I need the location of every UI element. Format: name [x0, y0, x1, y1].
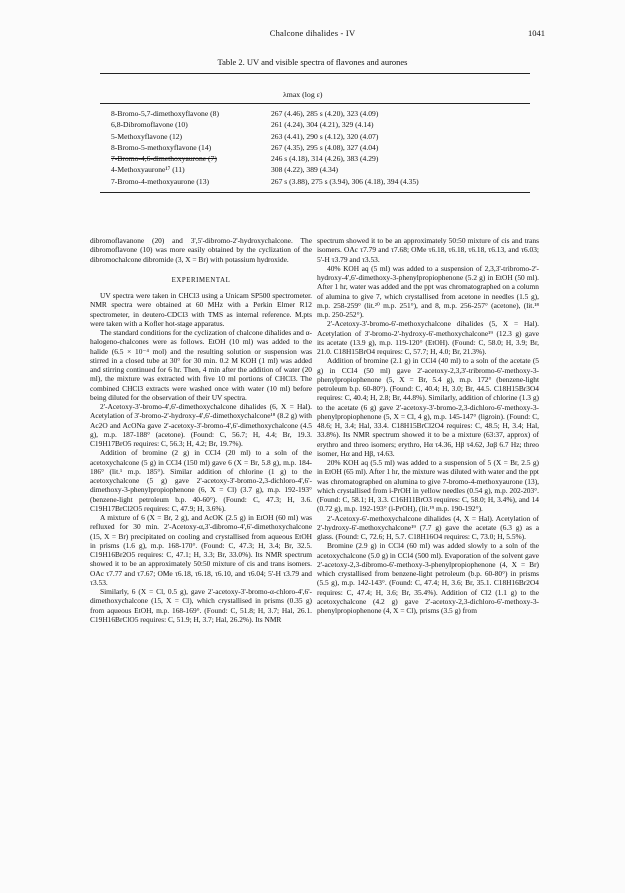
page-number: 1041 [528, 28, 545, 38]
spectral-values: 267 (4.46), 285 s (4.20), 323 (4.09) [271, 109, 379, 118]
paragraph: 20% KOH aq (5.5 ml) was added to a suspension of 5 (X = Br, 2.5 g) in EtOH (65 ml). After 1 hr, the mixture was diluted with water and the ppt was chromatographed on alumina to give 7-bromo-4-methoxyaurone (13), which crystallised from i-PrOH in yellow needles (0.54 g), m.p. 202-203°. (Found: C, 58.1; H, 3.3. C16H11BrO3 requires: C, 58.0; H, 3.4%), and 14 (0.72 g), m.p. 192-193° (i-PrOH), (lit.¹⁹ m.p. 190-192°). [317, 458, 539, 514]
right-text-column [317, 236, 539, 615]
spectral-values: 308 (4.22), 389 (4.34) [271, 165, 339, 175]
paragraph: Addition of bromine (2 g) in CCl4 (20 ml) to a soln of the acetoxychalcone (5 g) in CCl4 (150 ml) gave 6 (X = Br, 5.8 g), m.p. 184-186° (lit.¹ m.p. 185°). Similar addition of chlorine (1 g) to the acetoxychalcone (5 g) gave 2'-acetoxy-3'-bromo-2,3-dichloro-4',6'-dimethoxy-3-phenylpropiophenone (6, X = Cl) (3.7 g), m.p. 192-193° (benzene-light petroleum b.p. 40-60°). (Found: C, 47.3; H, 3.6. C19H17BrCl2O5 requires: C, 47.9; H, 3.6%). [90, 448, 312, 513]
compound-name: 8-Bromo-5-methoxyflavone (14) [111, 142, 212, 152]
compound-name: 7-Bromo-4-methoxyaurone (13) [111, 176, 210, 186]
spectral-values: 267 (4.35), 295 s (4.08), 327 (4.04) [271, 142, 379, 152]
table-column-header: λmax (log ε) [283, 90, 323, 99]
section-heading: EXPERIMENTAL [171, 276, 231, 284]
compound-name: 5-Methoxyflavone (12) [111, 131, 183, 141]
running-head: Chalcone dihalides - IV [269, 28, 356, 38]
table-top-rule [100, 73, 530, 74]
paragraph: 2'-Acetoxy-3'-bromo-4',6'-dimethoxychalcone dihalides (6, X = Hal). Acetylation of 3'-bromo-2'-hydroxy-4',6'-dimethoxychalcone¹⁸ (8.2 g) with Ac2O and AcONa gave 2'-acetoxy-3'-bromo-4',6'-dimethoxychalcone (4.5 g), m.p. 187-188° (acetone). (Found: C, 56.7; H, 4.4; Br, 19.3. C19H17BrO5 requires: C, 56.3; H, 4.2; Br, 19.7%). [90, 402, 312, 448]
table-row [111, 164, 531, 175]
spectral-values: 263 (4.41), 290 s (4.12), 320 (4.07) [271, 131, 379, 141]
table-row [111, 108, 531, 119]
spectral-values: 246 s (4.18), 314 (4.26), 383 (4.29) [271, 154, 379, 164]
paragraph: spectrum showed it to be an approximately 50:50 mixture of cis and trans isomers. OAc τ7.79 and τ7.68; OMe τ6.18, τ6.18, τ6.18, τ6.13, and τ6.03; 5'-H τ3.79 and τ3.53. [317, 236, 539, 264]
compound-name: 6,8-Dibromoflavone (10) [111, 120, 188, 130]
paragraph: dibromoflavanone (20) and 3',5'-dibromo-2'-hydroxychalcone. The dibromoflavone (10) was more easily obtained by the cyclization of the dibromochalcone dibromide (3, X = Br) with potassium hydroxide. [90, 236, 312, 264]
paragraph: 2'-Acetoxy-3'-bromo-6'-methoxychalcone dihalides (5, X = Hal). Acetylation of 3'-bromo-2'-hydroxy-6'-methoxychalcone¹⁹ (12.3 g) gave its acetate (13.9 g), m.p. 119-120° (EtOH). (Found: C, 58.0; H, 3.9; Br, 21.0. C18H15BrO4 requires: C, 57.7; H, 4.0; Br, 21.3%). [317, 319, 539, 356]
paragraph: 40% KOH aq (5 ml) was added to a suspension of 2,3,3'-tribromo-2'-hydroxy-4',6'-dimethoxy-3-phenylpropiophenone (5.2 g) in EtOH (50 ml). After 1 hr, water was added and the ppt was chromatographed on a column of alumina to give 7, which crystallised from acetone in needles (1.5 g), m.p. 258-259° (lit.²⁰ m.p. 251°), and 8, m.p. 256-257° (acetone), (lit.¹⁸ m.p. 250-252°). [317, 263, 539, 319]
compound-name: 7-Bromo-4,6-dimethoxyaurone (7) [111, 154, 217, 164]
spectral-values: 261 (4.24), 304 (4.21), 329 (4.14) [271, 120, 374, 130]
table-bottom-rule [100, 192, 530, 193]
paragraph: Addition of bromine (2.1 g) in CCl4 (40 ml) to a soln of the acetate (5 g) in CCl4 (50 ml) gave 2'-acetoxy-2,3,3'-tribromo-6'-methoxy-3-phenylpropiophenone (5, X = Br, 5.4 g), m.p. 172° (benzene-light petroleum b.p. 60-80°). (Found: C, 40.4; H, 3.0; Br, 44.5. C18H15Br3O4 requires: C, 40.4; H, 2.8; Br, 44.8%). Similarly, addition of chlorine (1.3 g) to the acetate (6 g) gave 2'-acetoxy-3'-bromo-2,3-dichloro-6'-methoxy-3-phenylpropiophenone (5, X = Cl, 4 g), m.p. 145-147° (ligroin). (Found: C, 48.6; H, 3.4; Hal, 33.4. C18H15BrCl2O4 requires: C, 48.5; H, 3.4; Hal, 33.8%). Its NMR spectrum showed it to be a mixture (63:37, approx) of erythro and threo isomers; erythro, Hα τ4.36, Hβ τ4.62, Jαβ 6.7 Hz; threo isomer, Hα and Hβ, τ4.63. [317, 356, 539, 458]
table-row [111, 176, 531, 187]
left-text-column [90, 236, 312, 624]
paragraph: A mixture of 6 (X = Br, 2 g), and AcOK (2.5 g) in EtOH (60 ml) was refluxed for 30 min. 2'-Acetoxy-α,3'-dibromo-4',6'-dimethoxychalcone (15, X = Br) precipitated on cooling and crystallised from aqueous EtOH in prisms (1.6 g), m.p. 168-170°. (Found: C, 47.3; H, 3.4; Br, 32.5. C19H16Br2O5 requires: C, 47.1; H, 3.3; Br, 33.0%). Its NMR spectrum showed it to be an approximately 50:50 mixture of cis and trans isomers. OAc τ7.77 and τ7.67; OMe τ6.18, τ6.18, τ6.10, and τ6.04; 5'-H τ3.79 and τ3.53. [90, 513, 312, 587]
compound-name: 8-Bromo-5,7-dimethoxyflavone (8) [111, 109, 219, 118]
table-row [111, 119, 531, 130]
paragraph: Bromine (2.9 g) in CCl4 (60 ml) was added slowly to a soln of the acetoxychalcone (5.0 g) in CCl4 (500 ml). Evaporation of the solvent gave 2'-acetoxy-2,3-dibromo-6'-methoxy-3-phenylpropiophenone (4, X = Br) which crystallised from benzene-light petroleum (b.p. 60-80°) in prisms (5.5 g), m.p. 142-143°. (Found: C, 47.4; H, 3.6; Br, 35.1. C18H16Br2O4 requires: C, 47.4; H, 3.6; Br, 35.4%). Addition of Cl2 (1.1 g) to the acetoxychalcone (4.2 g) gave 2'-acetoxy-2,3-dichloro-6'-methoxy-3-phenylpropiophenone (4, X = Cl), prisms (3.5 g) from [317, 541, 539, 615]
table-row [111, 153, 531, 164]
table-header-rule [100, 103, 530, 104]
table-caption: Table 2. UV and visible spectra of flavones and aurones [217, 57, 408, 67]
table-row [111, 142, 531, 153]
paragraph: The standard conditions for the cyclization of chalcone dihalides and α-halogeno-chalcones were as follows. EtOH (10 ml) was added to the halide (6.5 × 10⁻⁴ mol) and the resulting solution or suspension was stirred in a closed tube at 30° for 30 min. 0.2 M KOH (1 ml) was added and stirring continued for 6 hr. Then, 4 min after the addition of water (20 ml), the mixture was extracted with five 10 ml portions of CHCl3. The combined CHCl3 extracts were washed once with water (10 ml) before being diluted for the observation of their UV spectra. [90, 328, 312, 402]
paragraph: 2'-Acetoxy-6'-methoxychalcone dihalides (4, X = Hal). Acetylation of 2'-hydroxy-6'-methoxychalcone¹⁹ (7.7 g) gave the acetate (6.3 g) as a glass. (Found: C, 72.6; H, 5.7. C18H16O4 requires: C, 73.0; H, 5.5%). [317, 513, 539, 541]
spectra-table [111, 108, 531, 187]
paragraph: UV spectra were taken in CHCl3 using a Unicam SP500 spectrometer. NMR spectra were obtained at 60 MHz with a Perkin Elmer R12 spectrometer, in deutero-CDCl3 with TMS as internal reference. M.pts were taken with a Kofler hot-stage apparatus. [90, 291, 312, 328]
spectral-values: 267 s (3.88), 275 s (3.94), 306 (4.18), 394 (4.35) [271, 176, 419, 186]
table-row [111, 131, 531, 142]
compound-name: 4-Methoxyaurone¹⁷ (11) [111, 165, 185, 175]
paragraph: Similarly, 6 (X = Cl, 0.5 g), gave 2'-acetoxy-3'-bromo-α-chloro-4',6'-dimethoxychalcone (15, X = Cl), which crystallised in prisms (0.35 g) from aqueous EtOH, m.p. 168-169°. (Found: C, 51.8; H, 3.7; Hal, 26.1. C19H16BrClO5 requires: C, 51.9; H, 3.7; Hal, 26.2%). Its NMR [90, 587, 312, 624]
